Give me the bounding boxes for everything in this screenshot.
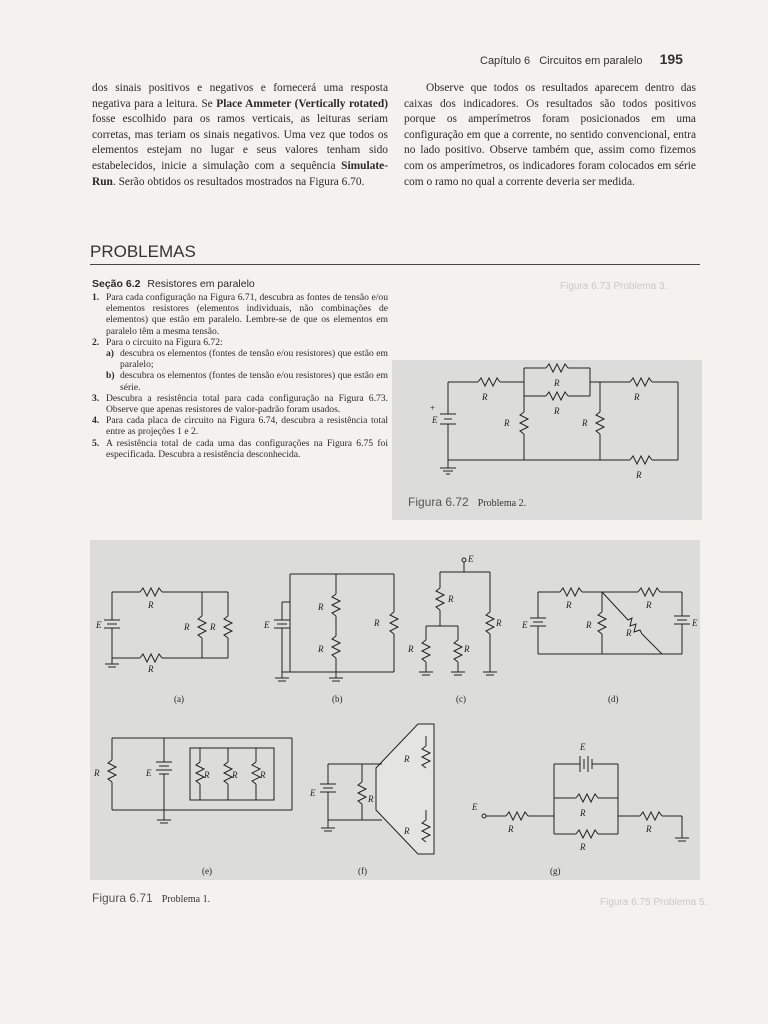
svg-text:(c): (c) [456, 694, 466, 704]
svg-text:(d): (d) [608, 694, 619, 704]
bleed-caption-675: Figura 6.75 Problema 5. [600, 897, 708, 908]
svg-text:(a): (a) [174, 694, 184, 704]
right-column-text [404, 81, 696, 190]
svg-text:R: R [580, 842, 586, 852]
body-bold-term: Simulate-Run [92, 159, 388, 188]
svg-text:R: R [582, 418, 588, 428]
chapter-label: Capítulo 6 [480, 55, 531, 67]
svg-text:R: R [232, 770, 238, 780]
svg-text:R: R [636, 470, 642, 480]
subproblem-list [106, 348, 388, 393]
svg-text:(f): (f) [358, 866, 367, 876]
svg-text:R: R [404, 826, 410, 836]
left-column-text [92, 81, 388, 190]
svg-text:E: E [580, 742, 586, 752]
svg-text:R: R [94, 768, 100, 778]
svg-text:R: R [504, 418, 510, 428]
svg-text:E: E [692, 618, 698, 628]
problem-item: 2. Para o circuito na Figura 6.72: a) descubra os elementos (fontes de tensão e/ou resistores) que estão em paralelo; b) descubra os elementos (fontes de tensão e/ou resistores) que estão em série. [92, 336, 388, 393]
svg-text:E: E [468, 554, 474, 564]
svg-text:R: R [586, 620, 592, 630]
problems-heading: PROBLEMAS [90, 242, 700, 265]
svg-text:R: R [204, 770, 210, 780]
problem-item: 1. Para cada configuração na Figura 6.71, descubra as fontes de tensão e/ou elementos resistores (elementos individuais, não combinações de elementos) que estão em paralelo. Lembre-se de que os elementos em paralelo têm a mesma tensão. [92, 292, 388, 337]
svg-text:E: E [264, 620, 270, 630]
problem-item: 3. Descubra a resistência total para cada configuração na Figura 6.73. Observe que apenas resistores de valor-padrão foram usados. [92, 392, 388, 416]
svg-text:R: R [646, 824, 652, 834]
svg-text:R: R [148, 664, 154, 674]
svg-text:R: R [148, 600, 154, 610]
bleed-caption-673: Figura 6.73 Problema 3. [560, 281, 668, 292]
svg-text:R: R [210, 622, 216, 632]
svg-text:R: R [318, 602, 324, 612]
figure-672-circuit [418, 356, 690, 486]
svg-text:R: R [626, 628, 632, 638]
svg-text:R: R [318, 644, 324, 654]
svg-text:R: R [554, 406, 560, 416]
svg-text:(b): (b) [332, 694, 343, 704]
problem-list [92, 292, 388, 460]
section-title-text: Resistores em paralelo [147, 278, 255, 290]
body-text: . Serão obtidos os resultados mostrados na Figura 6.70. [112, 175, 365, 188]
body-text: fosse escolhido para os ramos verticais, as leituras seriam corretas, mas teriam os sinais negativos. Uma vez que todos os elementos estejam no lugar e seus valores tenham sido estabelecidos, inicie a simulação com a sequência [92, 113, 388, 172]
figure-number: Figura 6.71 [92, 891, 153, 905]
svg-text:E: E [146, 768, 152, 778]
body-text: dos sinais positivos e negativos e fornecerá uma resposta negativa para a leitura. Se [92, 82, 388, 110]
running-header [480, 51, 683, 67]
svg-text:R: R [448, 594, 454, 604]
svg-text:R: R [554, 378, 560, 388]
svg-text:R: R [634, 392, 640, 402]
figure-672-caption [408, 495, 526, 509]
svg-text:E: E [472, 802, 478, 812]
svg-text:(e): (e) [202, 866, 212, 876]
svg-text:R: R [646, 600, 652, 610]
svg-text:R: R [374, 618, 380, 628]
subproblem-item: a) descubra os elementos (fontes de tensão e/ou resistores) que estão em paralelo; [106, 348, 388, 371]
svg-text:R: R [496, 618, 502, 628]
body-text: Observe que todos os resultados aparecem dentro das caixas dos indicadores. Os resultados são todos positivos porque os amperímetros foram posicionados em uma configuração em que a corrente, no sentido convencional, entra no lado positivo. Observe também que, assim como fizemos com os amperímetros, os indicadores foram colocados em série com o ramo no qual a corrente deveria ser medida. [404, 82, 696, 188]
section-title: Circuitos em paralelo [539, 55, 643, 67]
figure-title: Problema 1. [161, 894, 211, 905]
svg-text:R: R [580, 808, 586, 818]
subproblem-item: b) descubra os elementos (fontes de tensão e/ou resistores) que estão em série. [106, 370, 388, 393]
svg-text:E: E [96, 620, 102, 630]
svg-text:R: R [184, 622, 190, 632]
problem-item: 5. A resistência total de cada uma das configurações na Figura 6.75 foi especificada. Descubra a resistência desconhecida. [92, 437, 388, 460]
figure-671-caption [92, 891, 210, 905]
svg-text:R: R [368, 794, 374, 804]
page-number: 195 [659, 51, 683, 67]
svg-text:R: R [404, 754, 410, 764]
svg-text:E: E [432, 415, 438, 425]
section-number: Seção 6.2 [92, 278, 141, 290]
svg-text:R: R [260, 770, 266, 780]
figure-671-circuits [92, 548, 698, 878]
svg-text:E: E [310, 788, 316, 798]
section-heading [92, 278, 255, 290]
svg-text:E: E [522, 620, 528, 630]
svg-text:+: + [430, 403, 436, 413]
body-bold-term: Place Ammeter (Vertically rotated) [216, 97, 388, 110]
figure-title: Problema 2. [477, 498, 527, 509]
svg-text:R: R [508, 824, 514, 834]
svg-text:(g): (g) [550, 866, 561, 876]
svg-text:R: R [408, 644, 414, 654]
figure-number: Figura 6.72 [408, 495, 469, 509]
svg-text:R: R [482, 392, 488, 402]
svg-text:R: R [566, 600, 572, 610]
problem-item: 4. Para cada placa de circuito na Figura 6.74, descubra a resistência total entre as projeções 1 e 2. [92, 415, 388, 438]
svg-text:R: R [464, 644, 470, 654]
